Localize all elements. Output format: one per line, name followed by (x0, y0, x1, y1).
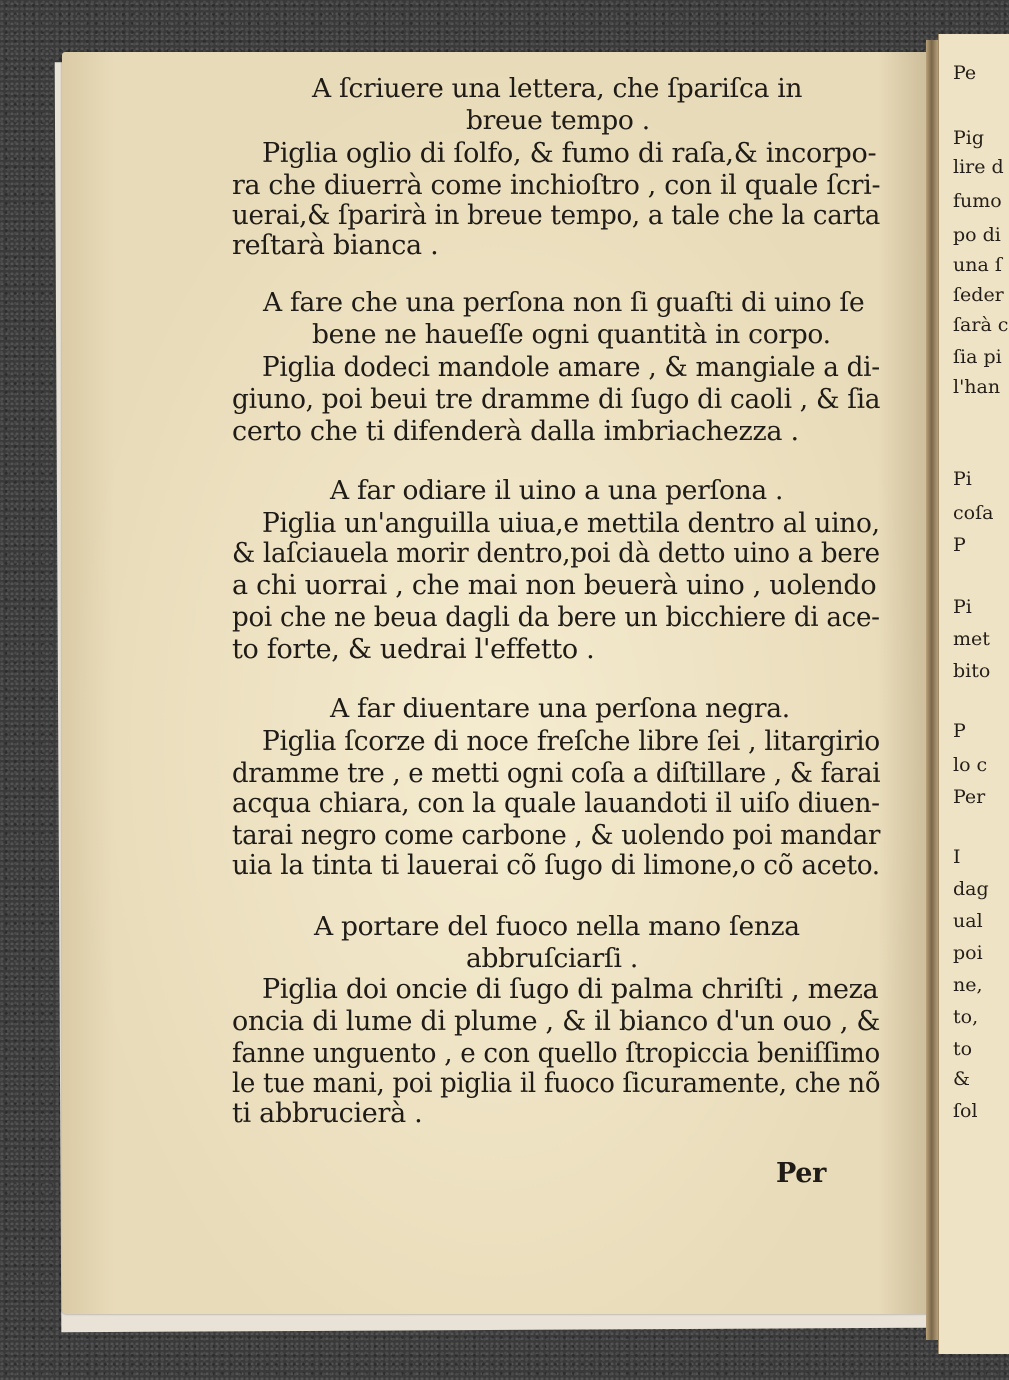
body-line: tarai negro come carbone , & uolendo poi mandar (232, 820, 881, 851)
facing-page-fragment: coſa (953, 502, 994, 524)
body-line: reſtarà bianca . (232, 230, 439, 261)
section-heading: abbruſciarſi . (466, 943, 638, 974)
body-line: Piglia un'anguilla uiua,e mettila dentro al uino, (262, 508, 880, 539)
section-heading: A ſcriuere una lettera, che ſpariſca in (312, 73, 803, 104)
facing-page-fragment: dag (953, 878, 989, 900)
body-line: to forte, & uedrai l'effetto . (232, 634, 595, 665)
facing-page-fragment: ſol (953, 1100, 978, 1122)
section-heading: A fare che una perſona non ſi guaſti di uino ſe (263, 287, 865, 318)
facing-page-fragment: to, (953, 1006, 979, 1028)
body-line: dramme tre , e metti ogni coſa a diſtillare , & farai (232, 758, 881, 789)
body-line: acqua chiara, con la quale lauandoti il uiſo diuen- (232, 788, 880, 819)
body-line: le tue mani, poi piglia il fuoco ſicuramente, che nõ (232, 1068, 881, 1099)
facing-page-fragment: bito (953, 660, 991, 682)
body-line: poi che ne beua dagli da bere un bicchiere di ace- (232, 602, 880, 633)
facing-page-fragment: una ſ (953, 254, 1002, 276)
facing-page-fragment: lire d (953, 156, 1004, 178)
facing-page-fragment: fumo (953, 190, 1002, 212)
facing-page-fragment: ſarà c (953, 314, 1009, 336)
catchword: Per (776, 1158, 827, 1189)
section-heading: A portare del fuoco nella mano ſenza (314, 911, 800, 942)
body-line: oncia di lume di plume , & il bianco d'un ouo , & (232, 1006, 881, 1037)
body-line: Piglia ſcorze di noce freſche libre ſei , litargirio (262, 726, 880, 757)
facing-page-fragment: P (953, 720, 966, 742)
section-heading: A far odiare il uino a una perſona . (330, 475, 784, 506)
facing-page-fragment: Per (953, 786, 986, 808)
facing-page-fragment: Pe (953, 62, 977, 84)
facing-page-fragment: & (953, 1068, 970, 1090)
facing-page-fragment: P (953, 534, 966, 556)
body-line: giuno, poi beui tre dramme di ſugo di caoli , & ſia (232, 384, 881, 415)
body-line: Piglia doi oncie di ſugo di palma chriſti , meza (262, 974, 879, 1005)
body-line: a chi uorrai , che mai non beuerà uino , uolendo (232, 570, 877, 601)
body-line: uia la tinta ti lauerai cõ ſugo di limone,o cõ aceto. (232, 850, 880, 881)
body-line: certo che ti difenderà dalla imbriachezza . (232, 416, 799, 447)
facing-page-fragment: lo c (953, 754, 988, 776)
facing-page-fragment: Pi (953, 596, 972, 618)
section-heading: breue tempo . (466, 105, 650, 136)
facing-page-fragment: ſeder (953, 284, 1004, 306)
body-line: Piglia oglio di ſolfo, & fumo di raſa,& incorpo- (262, 138, 877, 169)
facing-page-fragment: poi (953, 942, 983, 964)
facing-page-fragment: ſia pi (953, 346, 1002, 368)
facing-page-fragment: met (953, 628, 990, 650)
facing-page (938, 34, 1009, 1354)
section-heading: bene ne haueſſe ogni quantità in corpo. (312, 319, 831, 350)
body-line: uerai,& ſparirà in breue tempo, a tale che la carta (232, 200, 881, 231)
book-page (62, 52, 930, 1314)
body-line: Piglia dodeci mandole amare , & mangiale a di- (262, 352, 880, 383)
body-line: & laſciauela morir dentro,poi dà detto uino a bere (232, 538, 880, 569)
section-heading: A far diuentare una perſona negra. (330, 693, 790, 724)
facing-page-fragment: ual (953, 910, 983, 932)
facing-page-fragment: Pig (953, 127, 985, 149)
body-line: ra che diuerrà come inchioſtro , con il quale ſcri- (232, 170, 881, 201)
facing-page-fragment: l'han (953, 376, 1001, 398)
facing-page-fragment: ne, (953, 974, 983, 996)
body-line: ti abbrucierà . (232, 1098, 423, 1129)
body-line: fanne unguento , e con quello ſtropiccia beniſſimo (232, 1038, 880, 1069)
facing-page-fragment: to (953, 1038, 973, 1060)
facing-page-fragment: I (953, 846, 961, 868)
facing-page-fragment: Pi (953, 468, 972, 490)
facing-page-fragment: po di (953, 224, 1001, 246)
